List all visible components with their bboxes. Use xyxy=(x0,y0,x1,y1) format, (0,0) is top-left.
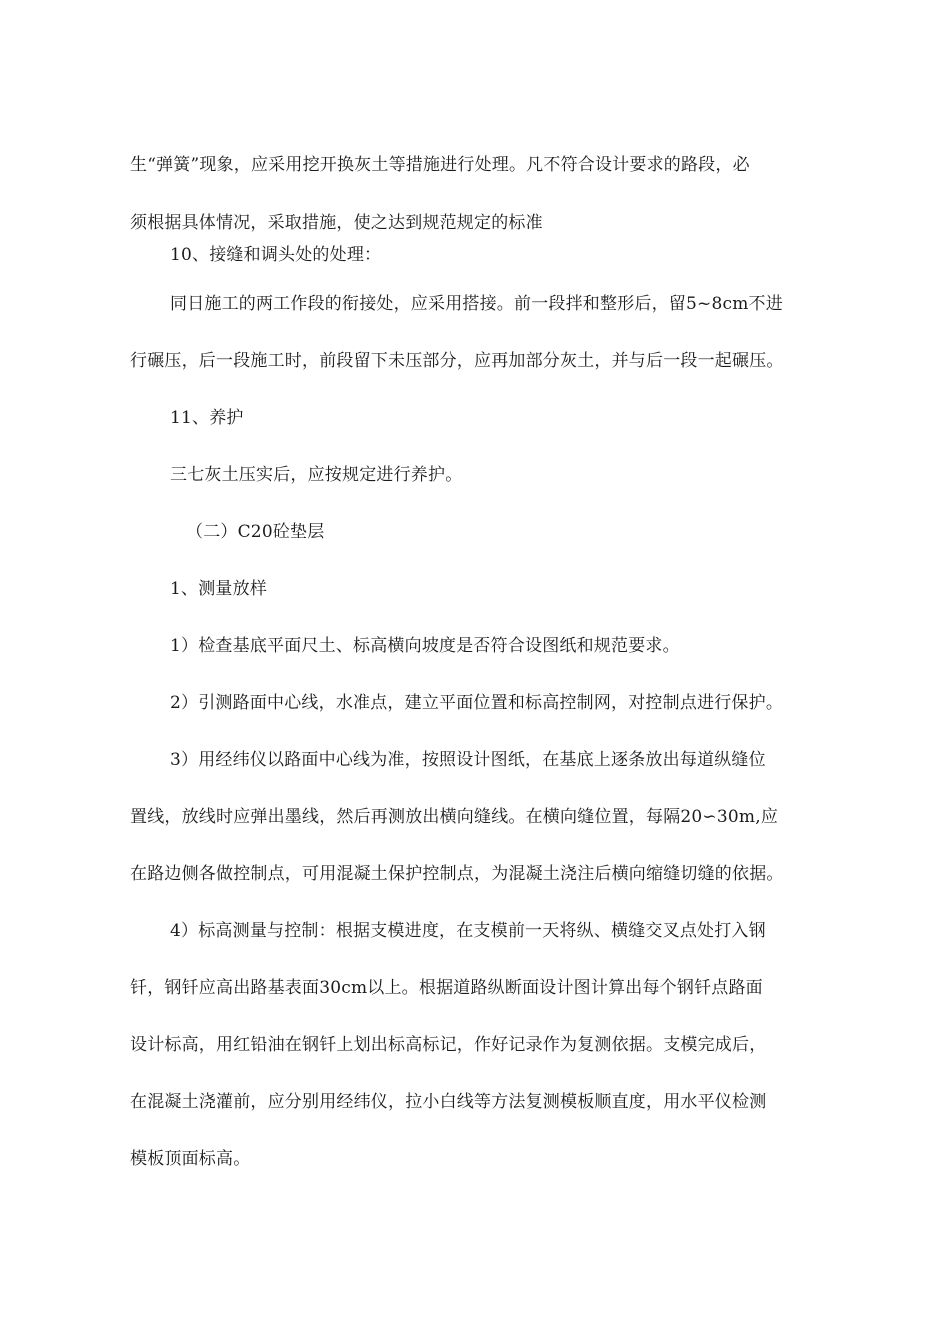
paragraph-line: 设计标高，用红铅油在钢钎上划出标高标记，作好记录作为复测依据。支模完成后， xyxy=(130,1035,767,1055)
paragraph-line: 在路边侧各做控制点，可用混凝土保护控制点，为混凝土浇注后横向缩缝切缝的依据。 xyxy=(130,864,784,884)
section-heading: 11、养护 xyxy=(170,408,244,428)
paragraph-line: 同日施工的两工作段的衔接处，应采用搭接。前一段拌和整形后，留5~8cm不进 xyxy=(170,294,783,314)
list-item: 3）用经纬仪以路面中心线为准，按照设计图纸，在基底上逐条放出每道纵缝位 xyxy=(170,750,766,770)
paragraph-line: 生“弹簧”现象，应采用挖开换灰土等措施进行处理。凡不符合设计要求的路段，必 xyxy=(130,155,750,175)
section-heading: 10、接缝和调头处的处理： xyxy=(170,245,382,265)
paragraph-line: 行碾压，后一段施工时，前段留下未压部分，应再加部分灰土，并与后一段一起碾压。 xyxy=(130,351,784,371)
paragraph-line: 须根据具体情况，采取措施，使之达到规范规定的标准 xyxy=(130,213,543,233)
paragraph-line: 三七灰土压实后，应按规定进行养护。 xyxy=(170,465,463,485)
paragraph-line: 模板顶面标高。 xyxy=(130,1149,251,1169)
paragraph-line: 在混凝土浇灌前，应分别用经纬仪，拉小白线等方法复测模板顺直度，用水平仪检测 xyxy=(130,1092,767,1112)
section-heading: （二）C20砼垫层 xyxy=(186,522,325,542)
list-item: 4）标高测量与控制：根据支模进度，在支模前一天将纵、横缝交叉点处打入钢 xyxy=(170,921,766,941)
list-item: 1）检查基底平面尺土、标高横向坡度是否符合设图纸和规范要求。 xyxy=(170,636,680,656)
list-item: 2）引测路面中心线，水准点，建立平面位置和标高控制网，对控制点进行保护。 xyxy=(170,693,784,713)
paragraph-line: 置线，放线时应弹出墨线，然后再测放出横向缝线。在横向缝位置，每隔20∽30m,应 xyxy=(130,807,779,827)
section-heading: 1、测量放样 xyxy=(170,579,268,599)
paragraph-line: 钎，钢钎应高出路基表面30cm以上。根据道路纵断面设计图计算出每个钢钎点路面 xyxy=(130,978,763,998)
